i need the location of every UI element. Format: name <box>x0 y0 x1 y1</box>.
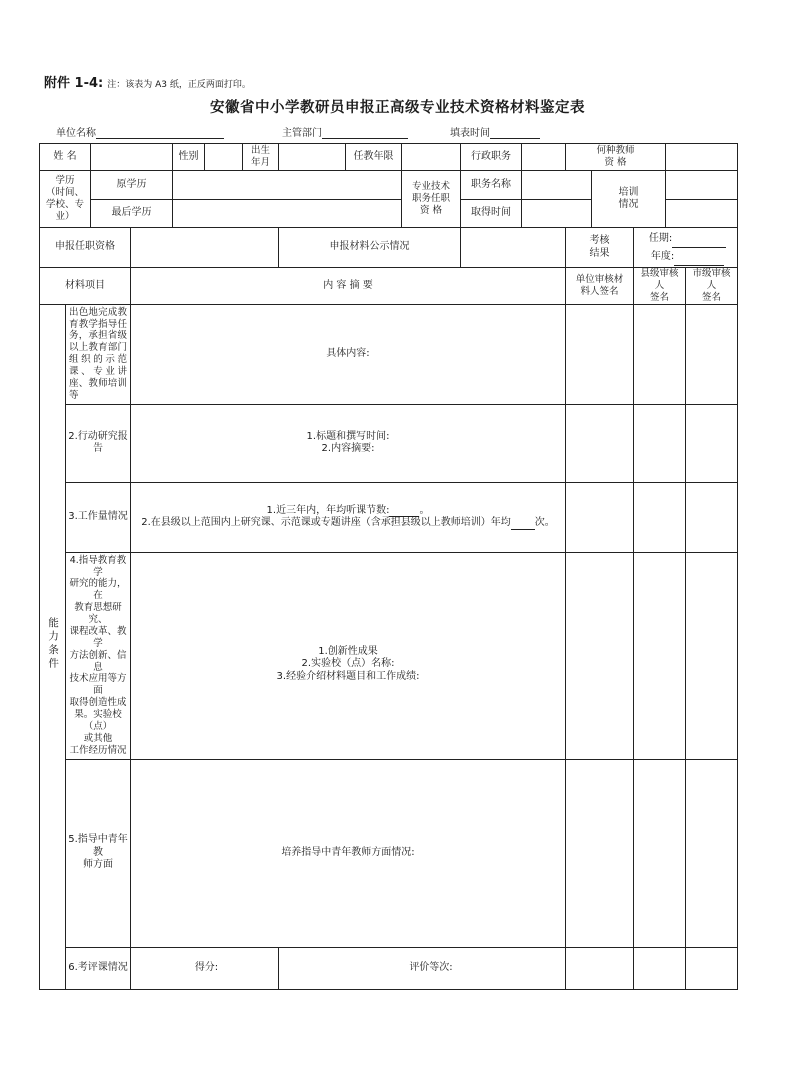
item-5-content[interactable]: 培养指导中青年教师方面情况: <box>131 759 566 947</box>
post-name-label: 职务名称 <box>461 171 522 200</box>
teacher-qualification-label: 何种教师 资 格 <box>566 144 666 171</box>
training-cell-1[interactable] <box>666 171 738 200</box>
county-review-header: 县级审核人 签名 <box>634 268 686 305</box>
birth-cell[interactable] <box>279 144 346 171</box>
item-1-county-sign[interactable] <box>634 304 686 404</box>
admin-post-label: 行政职务 <box>461 144 522 171</box>
item-1-content[interactable]: 具体内容: <box>131 304 566 404</box>
item-3-city-sign[interactable] <box>686 482 738 552</box>
item-6-unit-sign[interactable] <box>566 947 634 989</box>
material-header-row <box>40 268 738 305</box>
unit-review-header: 单位审核材 料人签名 <box>566 268 634 305</box>
years-teaching-cell[interactable] <box>402 144 461 171</box>
item-2-label: 2.行动研究报告 <box>66 404 131 482</box>
education-row-original <box>40 171 738 200</box>
years-teaching-label: 任教年限 <box>346 144 402 171</box>
fill-time-label: 填表时间 <box>450 128 490 139</box>
assessment-result-cell[interactable] <box>634 228 738 268</box>
basic-info-row <box>40 144 738 171</box>
education-label: 学历 （时间、 学校、专 业） <box>40 171 91 228</box>
item-2-city-sign[interactable] <box>686 404 738 482</box>
grade-label: 评价等次: <box>409 961 453 973</box>
item-row-5 <box>40 759 738 947</box>
gender-cell[interactable] <box>205 144 243 171</box>
item-3-label: 3.工作量情况 <box>66 482 131 552</box>
ability-condition-label: 能力条件 <box>40 304 66 989</box>
obtain-time-label: 取得时间 <box>461 200 522 228</box>
item-3-county-sign[interactable] <box>634 482 686 552</box>
apply-qualification-label: 申报任职资格 <box>40 228 131 268</box>
apply-qualification-cell[interactable] <box>131 228 279 268</box>
term-blank[interactable] <box>672 247 726 248</box>
gender-label: 性别 <box>173 144 205 171</box>
score-label: 得分: <box>194 961 219 973</box>
tech-post-label: 专业技术 职务任职 资 格 <box>402 171 461 228</box>
name-label: 姓 名 <box>40 144 91 171</box>
city-review-header: 市级审核人 签名 <box>686 268 738 305</box>
item-4-city-sign[interactable] <box>686 552 738 759</box>
lecture-count-blank[interactable] <box>511 529 535 530</box>
year-label: 年度: <box>650 250 675 262</box>
item-2-county-sign[interactable] <box>634 404 686 482</box>
supervisor-label: 主管部门 <box>282 128 322 139</box>
item-6-county-sign[interactable] <box>634 947 686 989</box>
birth-label: 出生 年月 <box>243 144 279 171</box>
item-2-content[interactable]: 1.标题和撰写时间: 2.内容摘要: <box>131 404 566 482</box>
apply-row <box>40 228 738 268</box>
publicity-label: 申报材料公示情况 <box>279 228 461 268</box>
supervisor-blank[interactable] <box>322 127 408 139</box>
latest-education-label: 最后学历 <box>91 200 173 228</box>
item-5-city-sign[interactable] <box>686 759 738 947</box>
latest-education-cell[interactable] <box>173 200 402 228</box>
item-1-unit-sign[interactable] <box>566 304 634 404</box>
original-education-label: 原学历 <box>91 171 173 200</box>
item-3-unit-sign[interactable] <box>566 482 634 552</box>
post-name-cell[interactable] <box>522 171 592 200</box>
print-note: 注：该表为 A3 纸，正反两面打印。 <box>107 80 251 90</box>
item-1-city-sign[interactable] <box>686 304 738 404</box>
item-row-3 <box>40 482 738 552</box>
training-label: 培训 情况 <box>592 171 666 228</box>
item-3-content[interactable]: 1.近三年内，年均听课节数: 。 2.在县级以上范围内上研究课、示范课或专题讲座（含承担县级以上教师培训）年均 次。 <box>131 482 566 552</box>
fill-time-blank[interactable] <box>490 127 540 139</box>
item-2-unit-sign[interactable] <box>566 404 634 482</box>
name-cell[interactable] <box>91 144 173 171</box>
attachment-label: 附件 1-4: <box>44 76 104 91</box>
item-6-label: 6.考评课情况 <box>66 947 131 989</box>
item-4-label: 4.指导教育教学 研究的能力，在 教育思想研究、 课程改革、教学 方法创新、信息 技术应用等方面 取得创造性成 果。实验校（点） 或其他 工作经历情况 <box>66 552 131 759</box>
score-cell[interactable] <box>131 947 279 989</box>
item-1-label: 出色地完成教育教学指导任务，承担省级以上教育部门组织的示范课、专业讲座、教师培训等 <box>66 304 131 404</box>
supervisor-field[interactable] <box>282 124 408 139</box>
info-row <box>40 124 740 140</box>
fill-time-field[interactable] <box>450 124 540 139</box>
unit-name-field[interactable] <box>56 124 224 139</box>
form-title: 安徽省中小学教研员申报正高级专业技术资格材料鉴定表 <box>210 100 585 116</box>
item-row-1 <box>40 304 738 404</box>
term-label: 任期: <box>648 232 673 244</box>
admin-post-cell[interactable] <box>522 144 566 171</box>
training-cell-2[interactable] <box>666 200 738 228</box>
material-item-header: 材料项目 <box>40 268 131 305</box>
publicity-cell[interactable] <box>461 228 566 268</box>
unit-name-label: 单位名称 <box>56 128 96 139</box>
content-summary-header: 内 容 摘 要 <box>131 268 566 305</box>
item-row-6 <box>40 947 738 989</box>
grade-cell[interactable] <box>279 947 566 989</box>
item-row-4 <box>40 552 738 759</box>
item-row-2 <box>40 404 738 482</box>
item-4-county-sign[interactable] <box>634 552 686 759</box>
item-4-content[interactable]: 1.创新性成果 2.实验校（点）名称: 3.经验介绍材料题目和工作成绩: <box>131 552 566 759</box>
item-4-unit-sign[interactable] <box>566 552 634 759</box>
attachment-header <box>44 72 251 91</box>
item-5-unit-sign[interactable] <box>566 759 634 947</box>
item-5-county-sign[interactable] <box>634 759 686 947</box>
item-6-city-sign[interactable] <box>686 947 738 989</box>
teacher-qualification-cell[interactable] <box>666 144 738 171</box>
unit-name-blank[interactable] <box>96 127 224 139</box>
evaluation-table <box>39 143 738 990</box>
original-education-cell[interactable] <box>173 171 402 200</box>
item-5-label: 5.指导中青年教 师方面 <box>66 759 131 947</box>
assessment-label: 考核 结果 <box>566 228 634 268</box>
obtain-time-cell[interactable] <box>522 200 592 228</box>
year-blank[interactable] <box>674 265 724 266</box>
